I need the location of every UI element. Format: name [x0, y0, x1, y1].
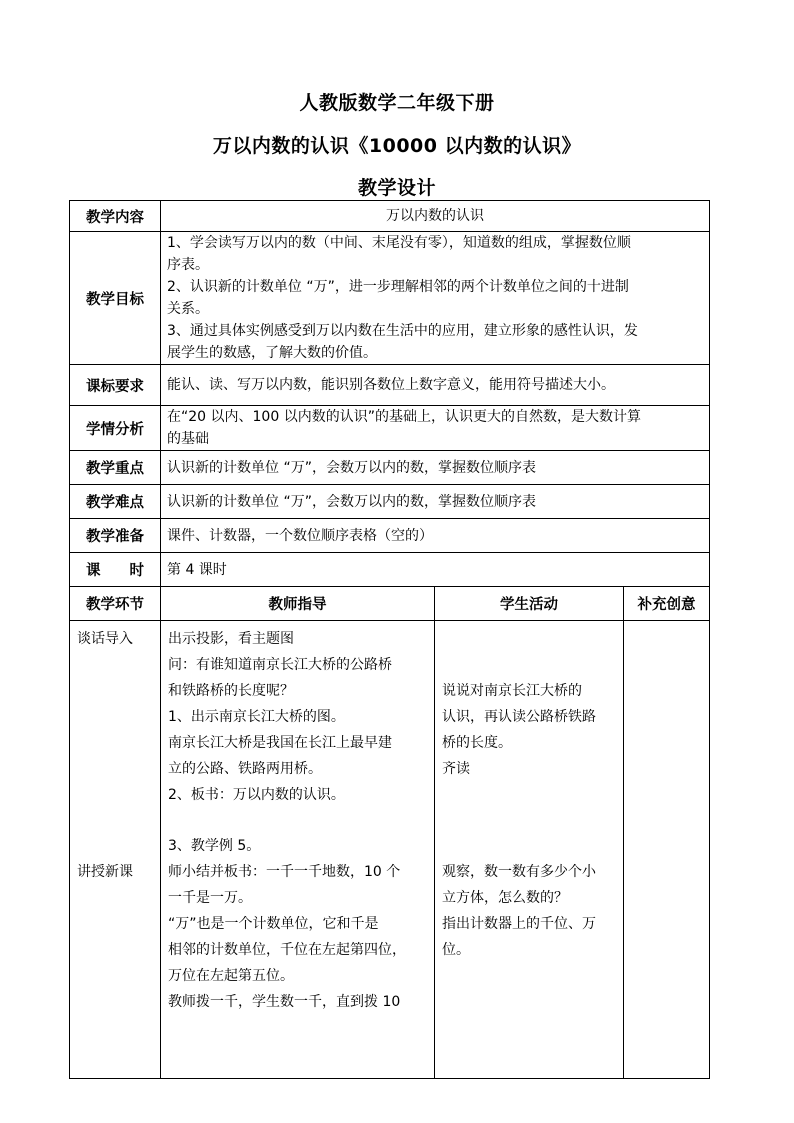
teacher-line: 万位在左起第五位。 — [168, 967, 294, 984]
teacher-cell — [161, 621, 435, 1079]
stage-label: 讲授新课 — [77, 863, 133, 880]
row-key — [70, 451, 710, 485]
goals-value — [161, 232, 710, 365]
student-line: 指出计数器上的千位、万 — [442, 915, 596, 932]
teacher-line: 2、板书：万以内数的认识。 — [168, 786, 345, 803]
row-standard — [70, 365, 710, 406]
doc-type-heading: 教学设计 — [357, 177, 436, 199]
process-body-row — [70, 621, 710, 1079]
row-content — [70, 201, 710, 232]
key-label: 教学重点 — [70, 451, 161, 485]
teacher-line: 教师拨一千，学生数一千，直到拨 10 — [168, 993, 401, 1010]
lesson-plan-table — [69, 200, 710, 1079]
process-header-row — [70, 587, 710, 621]
key-value: 认识新的计数单位 “万”，会数万以内的数，掌握数位顺序表 — [161, 451, 710, 485]
teacher-line: 立的公路、铁路两用桥。 — [168, 760, 322, 777]
analysis-line: 的基础 — [167, 431, 209, 447]
teacher-line: 1、出示南京长江大桥的图。 — [168, 708, 345, 725]
extra-cell — [624, 621, 710, 1079]
prep-label: 教学准备 — [70, 519, 161, 553]
goals-label: 教学目标 — [70, 232, 161, 365]
header-teacher: 教师指导 — [161, 587, 435, 621]
student-line: 齐读 — [442, 760, 470, 777]
student-line: 桥的长度。 — [442, 734, 512, 751]
content-label: 教学内容 — [70, 201, 161, 232]
header-stage: 教学环节 — [70, 587, 161, 621]
goal-line: 序表。 — [167, 257, 209, 273]
goal-line: 2、认识新的计数单位 “万”，进一步理解相邻的两个计数单位之间的十进制 — [167, 279, 629, 295]
prep-value: 课件、计数器，一个数位顺序表格（空的） — [161, 519, 710, 553]
teacher-line: “万”也是一个计数单位，它和千是 — [168, 915, 379, 932]
row-analysis — [70, 406, 710, 451]
header-student: 学生活动 — [435, 587, 624, 621]
document-title: 人教版数学二年级下册 — [299, 92, 495, 114]
student-line: 说说对南京长江大桥的 — [442, 682, 582, 699]
period-label: 课 时 — [70, 553, 161, 587]
period-value: 第 4 课时 — [161, 553, 710, 587]
content-value: 万以内数的认识 — [161, 201, 710, 232]
teacher-line: 师小结并板书：一千一千地数，10 个 — [168, 863, 401, 880]
row-period — [70, 553, 710, 587]
teacher-line: 相邻的计数单位，千位在左起第四位， — [168, 941, 406, 958]
row-prep — [70, 519, 710, 553]
student-line: 观察，数一数有多少个小 — [442, 863, 596, 880]
lesson-subtitle: 万以内数的认识《10000 以内数的认识》 — [212, 135, 582, 157]
row-difficulty — [70, 485, 710, 519]
stage-label: 谈话导入 — [77, 630, 133, 647]
analysis-label: 学情分析 — [70, 406, 161, 451]
teacher-line: 和铁路桥的长度呢？ — [168, 682, 294, 699]
standard-label: 课标要求 — [70, 365, 161, 406]
student-line: 认识，再认读公路桥铁路 — [442, 708, 596, 725]
teacher-line: 一千是一万。 — [168, 889, 252, 906]
standard-value: 能认、读、写万以内数，能识别各数位上数字意义，能用符号描述大小。 — [161, 365, 710, 406]
student-line: 立方体，怎么数的？ — [442, 889, 568, 906]
stage-cell — [70, 621, 161, 1079]
difficulty-label: 教学难点 — [70, 485, 161, 519]
teacher-line: 问：有谁知道南京长江大桥的公路桥 — [168, 656, 392, 673]
header-extra: 补充创意 — [624, 587, 710, 621]
goal-line: 1、学会读写万以内的数（中间、末尾没有零），知道数的组成，掌握数位顺 — [167, 235, 631, 251]
analysis-value — [161, 406, 710, 451]
goal-line: 3、通过具体实例感受到万以内数在生活中的应用，建立形象的感性认识，发 — [167, 323, 638, 339]
analysis-line: 在“20 以内、100 以内数的认识”的基础上，认识更大的自然数，是大数计算 — [167, 409, 641, 425]
teacher-line: 出示投影，看主题图 — [168, 630, 294, 647]
teacher-line: 3、教学例 5。 — [168, 837, 261, 854]
difficulty-value: 认识新的计数单位 “万”，会数万以内的数，掌握数位顺序表 — [161, 485, 710, 519]
goal-line: 展学生的数感，了解大数的价值。 — [167, 345, 377, 361]
goal-line: 关系。 — [167, 301, 209, 317]
teacher-line: 南京长江大桥是我国在长江上最早建 — [168, 734, 392, 751]
row-goals — [70, 232, 710, 365]
student-cell — [435, 621, 624, 1079]
student-line: 位。 — [442, 941, 470, 958]
